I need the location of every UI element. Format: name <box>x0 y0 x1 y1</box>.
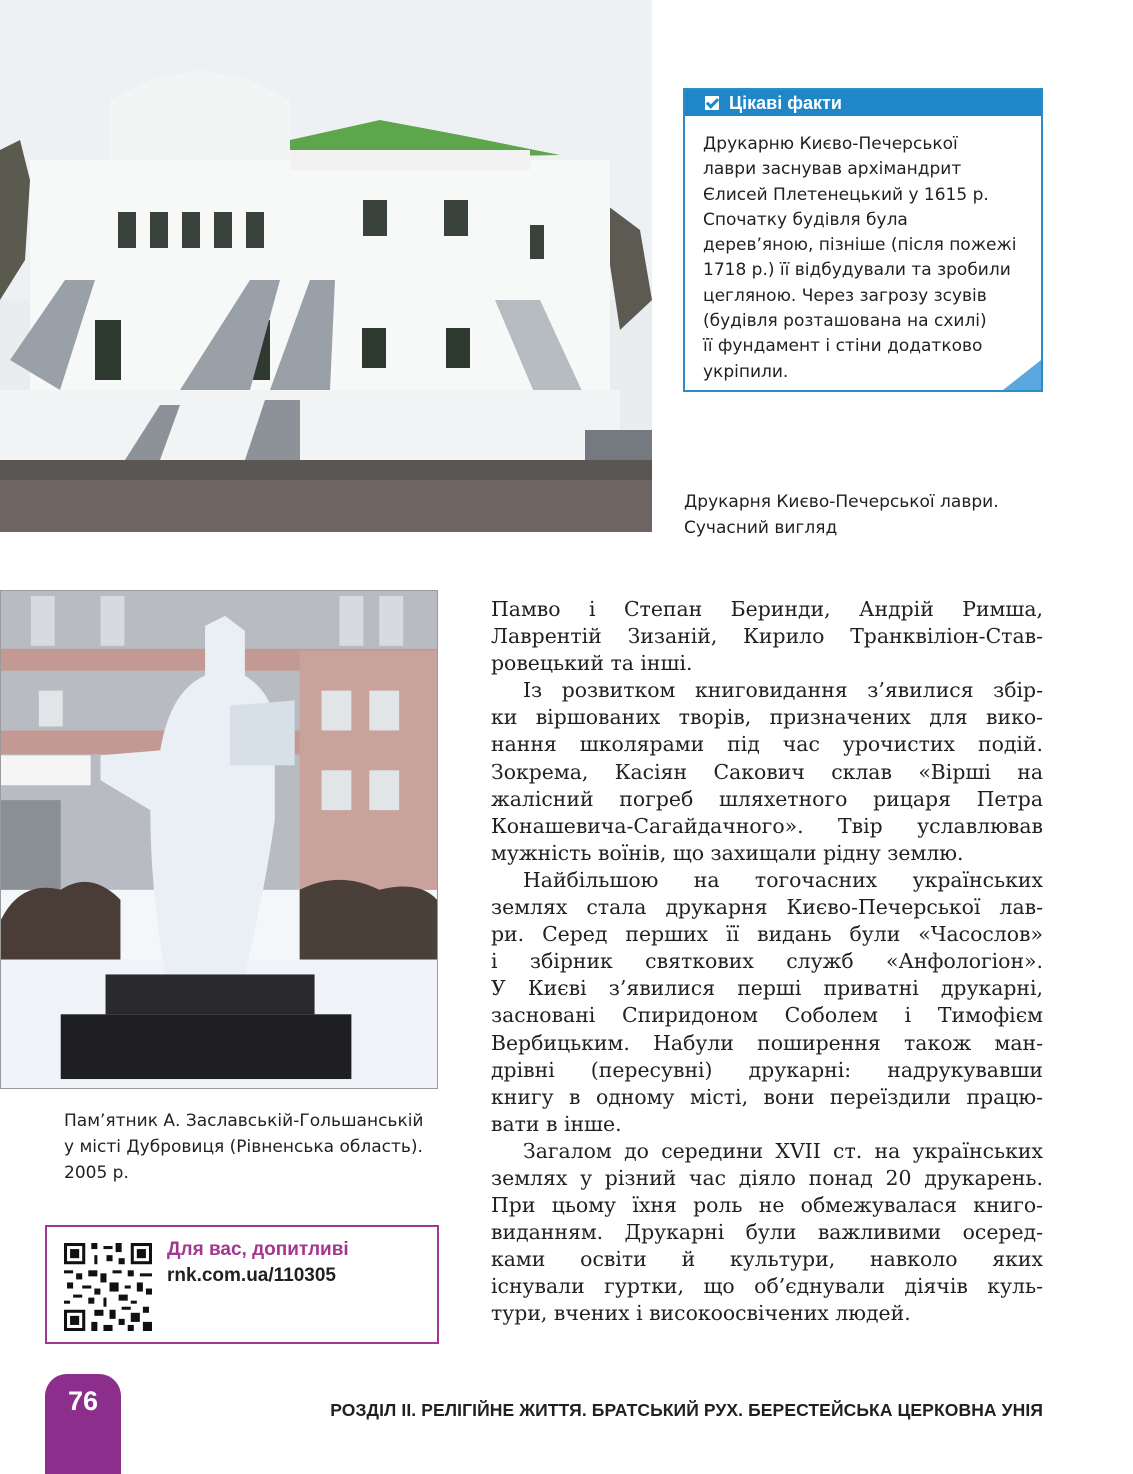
caption-line: Пам’ятник А. Заславській-Гольшанській <box>64 1111 424 1131</box>
text-line: землях стала друкарня Києво-Печерської лав- <box>491 895 1043 920</box>
corner-triangle-icon <box>1003 360 1041 390</box>
text-line: Конашевича-Сагайдачного». Твір уславлював <box>491 813 1043 838</box>
printing-house-caption <box>684 489 999 541</box>
facts-text <box>685 116 1041 385</box>
text-line: землях у різний час діяло понад 20 друкарень. <box>491 1165 1043 1190</box>
qr-resource-box <box>45 1225 439 1344</box>
checkbox-icon <box>705 96 719 110</box>
text-line: книгу в одному місті, вони переїздили працю- <box>491 1084 1043 1109</box>
text-line: Зокрема, Касіян Сакович склав «Вірші на <box>491 759 1043 784</box>
page-number: 76 <box>67 1386 99 1416</box>
caption-line: Сучасний вигляд <box>684 518 838 538</box>
facts-line: укріпили. <box>703 361 789 382</box>
text-line: нання школярами під час урочистих подій. <box>491 732 1043 757</box>
running-head: РОЗДІЛ ІІ. РЕЛІГІЙНЕ ЖИТТЯ. БРАТСЬКИЙ РУХ. БЕРЕСТЕЙСЬКА ЦЕРКОВНА УНІЯ <box>330 1400 1043 1420</box>
facts-title: Цікаві факти <box>729 92 842 113</box>
text-line: Загалом до середини XVII ст. на українських <box>523 1138 1043 1163</box>
text-line: існували гуртки, що об’єднували діячів куль- <box>491 1274 1043 1299</box>
text-line: У Києві з’явилися перші приватні друкарні, <box>491 976 1043 1001</box>
page-number-tab <box>45 1374 121 1474</box>
text-line: ки віршованих творів, призначених для вико- <box>491 705 1043 730</box>
text-line: ри. Серед перших її видань були «Часослов» <box>491 922 1043 947</box>
interesting-facts-box <box>683 88 1043 392</box>
text-line: жалісний погреб шляхетного рицаря Петра <box>491 786 1043 811</box>
text-line: вати в інше. <box>491 1111 622 1136</box>
text-line: мужність воїнів, що захищали рідну землю. <box>491 840 964 865</box>
text-line: тури, вчених і високоосвічених людей. <box>491 1301 911 1326</box>
facts-line: 1718 р.) її відбудували та зробили <box>703 260 1011 281</box>
facts-line: Друкарню Києво-Печерської <box>703 134 958 154</box>
text-line: Вербицьким. Набули поширення також ман- <box>491 1030 1043 1055</box>
facts-line: лаври заснував архімандрит <box>703 159 962 180</box>
facts-line: Спочатку будівля була <box>703 209 908 230</box>
facts-line: її фундамент і стіни додатково <box>703 336 983 357</box>
main-text <box>491 596 1043 1328</box>
text-line: Лаврентій Зизаній, Кирило Транквіліон-Став- <box>491 624 1043 649</box>
text-line: Із розвитком книговидання з’явилися збір- <box>523 678 1043 703</box>
facts-line: Єлисей Плетенецький у 1615 р. <box>703 184 989 205</box>
text-line: ровецький та інші. <box>491 651 693 676</box>
caption-line: у місті Дубровиця (Рівненська область). <box>64 1137 423 1157</box>
caption-line: Друкарня Києво-Печерської лаври. <box>684 492 999 512</box>
facts-line: (будівля розташована на схилі) <box>703 311 987 332</box>
qr-code-icon[interactable] <box>64 1243 152 1331</box>
text-line: При цьому їхня роль не обмежувалася книго- <box>491 1193 1043 1218</box>
text-line: дрівні (пересувні) друкарні: надрукувавши <box>491 1057 1043 1082</box>
caption-line: 2005 р. <box>64 1163 129 1183</box>
text-line: Памво і Степан Беринди, Андрій Римша, <box>491 597 1043 621</box>
printing-house-photo <box>0 0 652 532</box>
monument-caption <box>64 1108 423 1186</box>
text-line: виданням. Друкарні були важливими осеред- <box>491 1220 1043 1245</box>
facts-line: дерев’яною, пізніше (після пожежі <box>703 235 1017 256</box>
text-line: Найбільшою на тогочасних українських <box>523 867 1043 892</box>
qr-title: Для вас, допитливі <box>167 1239 349 1260</box>
text-line: ками освіти й культури, навколо яких <box>491 1247 1043 1272</box>
text-line: засновані Спиридоном Соболем і Тимофієм <box>491 1003 1043 1028</box>
facts-line: цегляною. Через загрозу зсувів <box>703 285 987 306</box>
qr-link[interactable]: rnk.com.ua/110305 <box>167 1265 336 1286</box>
text-line: і збірник святкових служб «Анфологіон». <box>491 949 1043 974</box>
monument-photo <box>0 590 438 1089</box>
facts-header <box>685 90 1041 116</box>
